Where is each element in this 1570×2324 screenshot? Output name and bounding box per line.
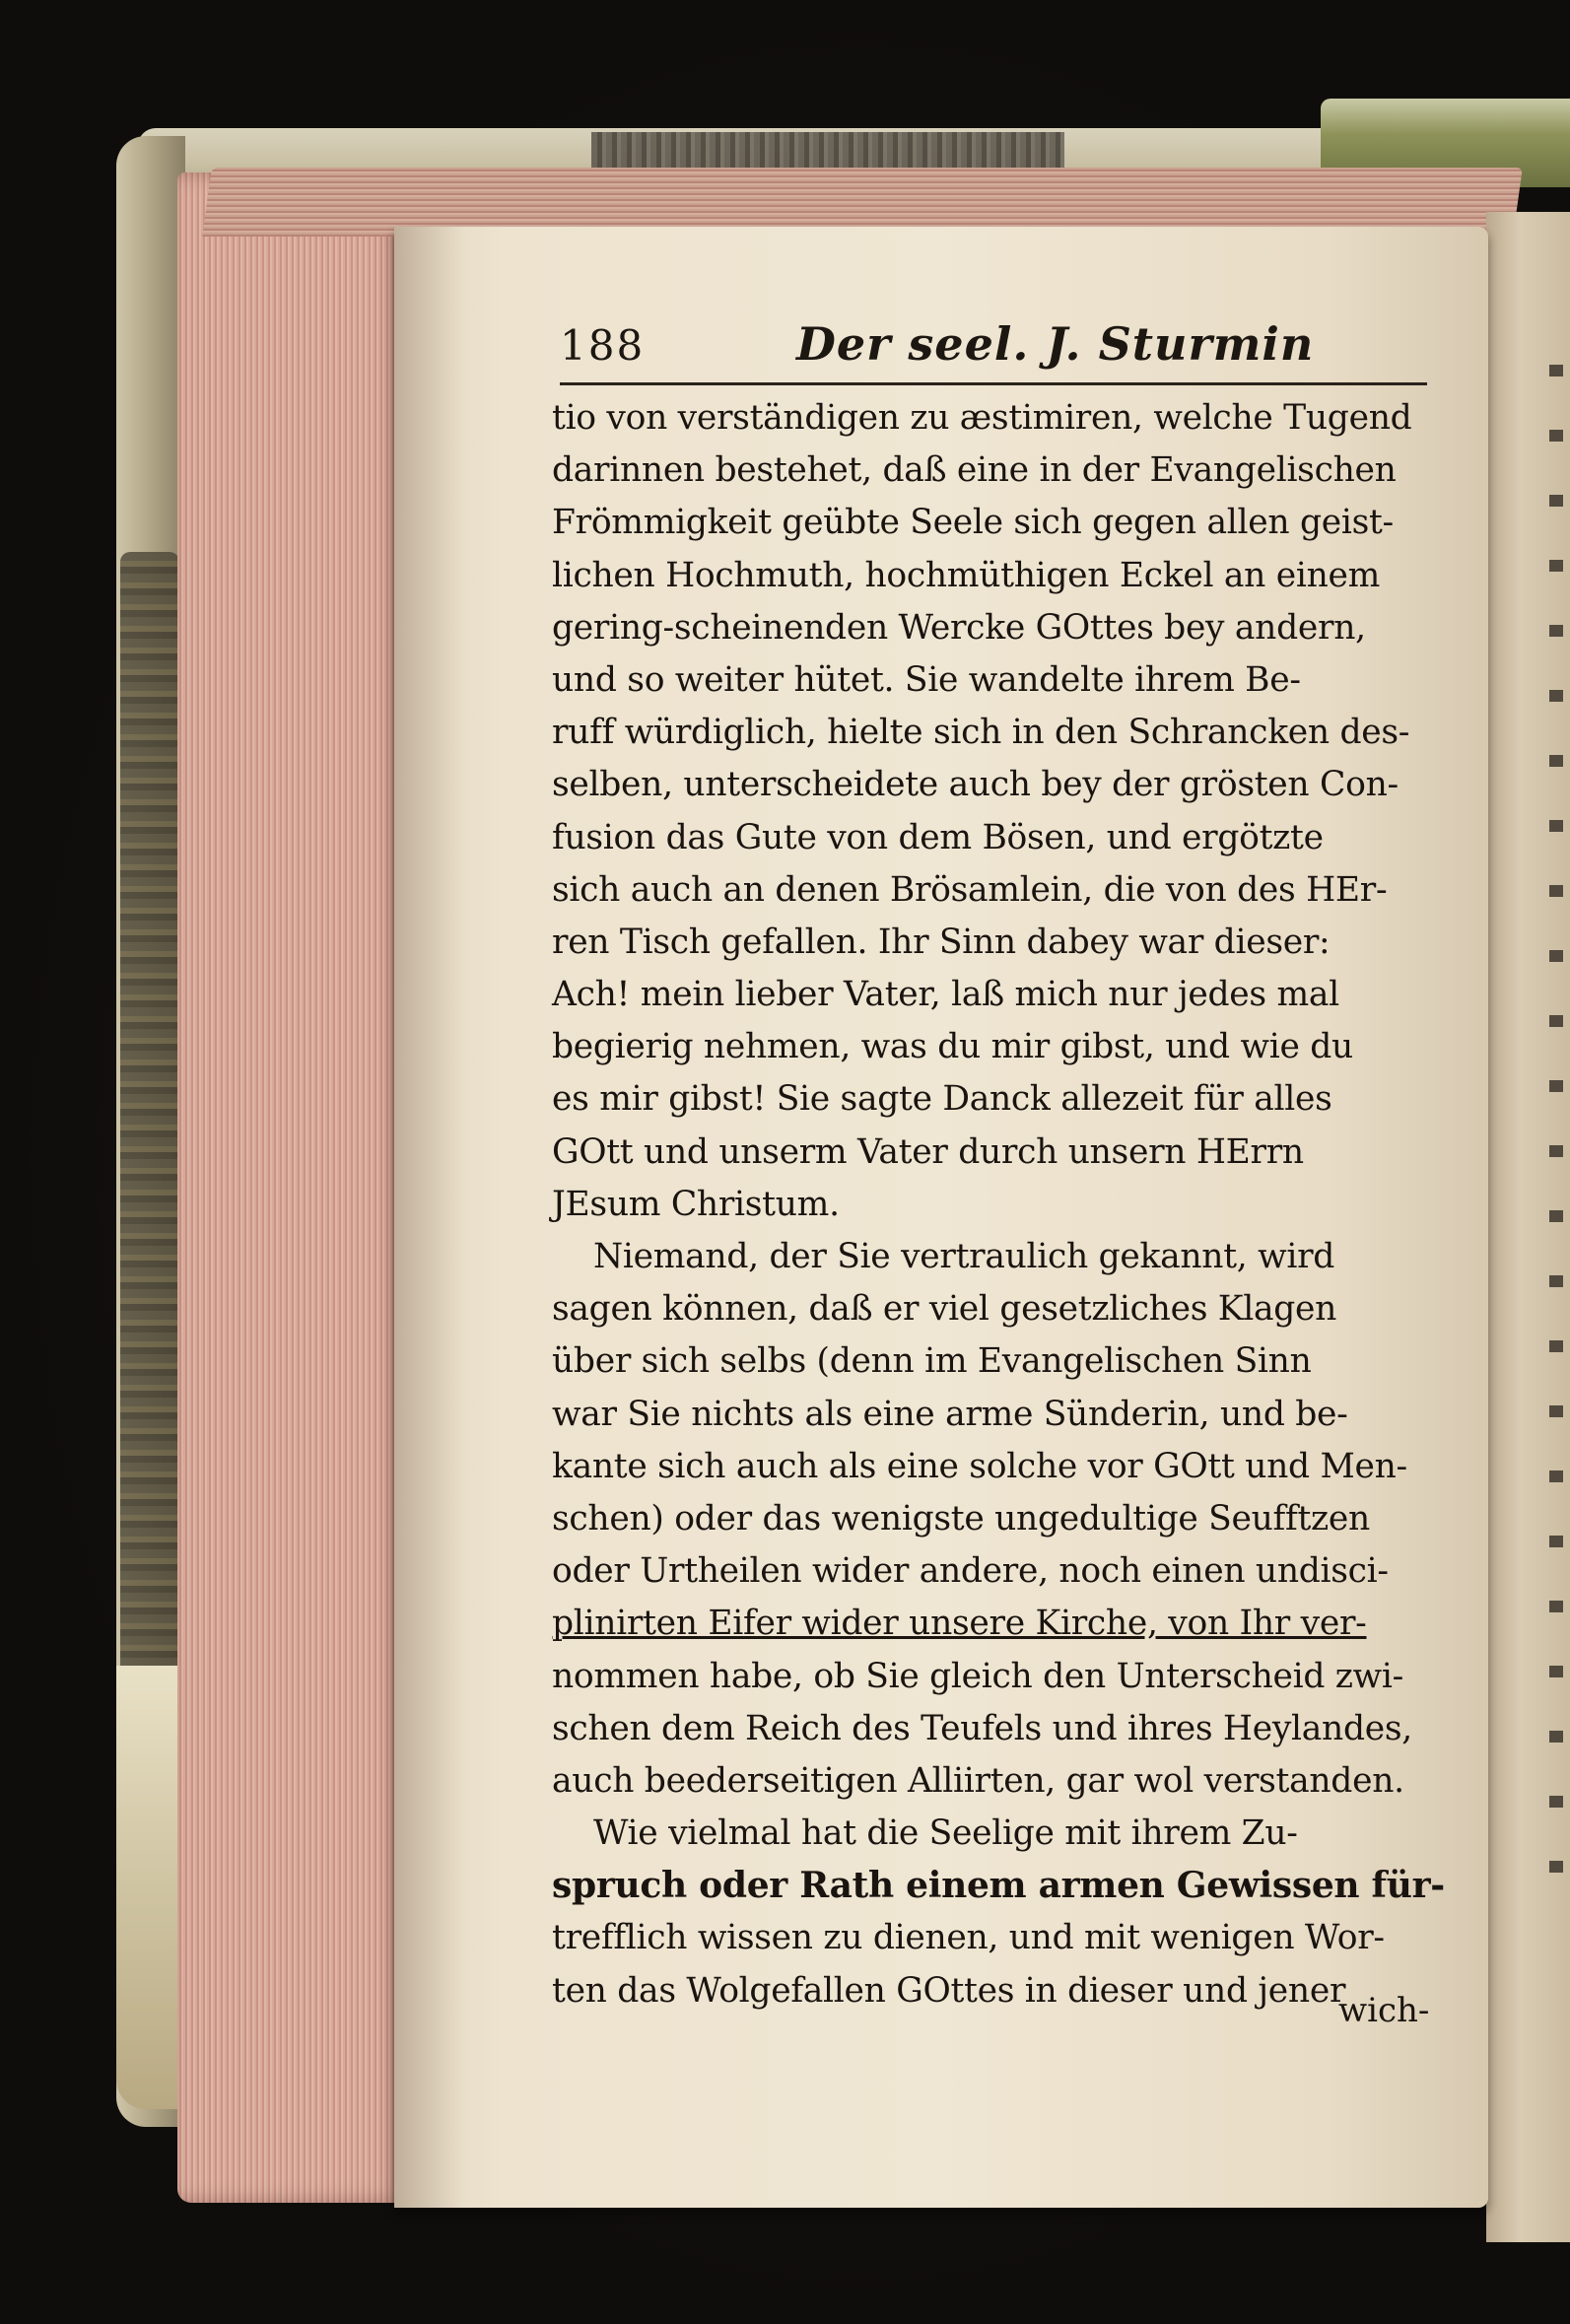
text-line: kante sich auch als eine solche vor GOtt und Men-	[552, 1446, 1407, 1486]
text-line: fusion das Gute von dem Bösen, und ergötzte	[552, 817, 1324, 857]
text-line: darinnen bestehet, daß eine in der Evangelischen	[552, 450, 1397, 491]
body-text	[552, 392, 1445, 2017]
text-line: selben, unterscheidete auch bey der grösten Con-	[552, 765, 1399, 805]
text-line: Frömmigkeit geübte Seele sich gegen allen geist-	[552, 503, 1394, 543]
text-line: oder Urtheilen wider andere, noch einen undisci-	[552, 1551, 1389, 1592]
catchword: wich-	[1338, 1991, 1430, 2030]
text-line: auch beederseitigen Alliirten, gar wol verstanden.	[552, 1760, 1404, 1801]
text-line: es mir gibst! Sie sagte Danck allezeit für alles	[552, 1079, 1332, 1120]
text-line-underlined: plinirten Eifer wider unsere Kirche, von Ihr ver-	[552, 1604, 1367, 1644]
text-line: Wie vielmal hat die Seelige mit ihrem Zu-	[593, 1813, 1298, 1854]
text-line: JEsum Christum.	[552, 1184, 840, 1224]
text-line: sagen können, daß er viel gesetzliches Klagen	[552, 1289, 1337, 1330]
text-line: über sich selbs (denn im Evangelischen Sinn	[552, 1341, 1312, 1382]
facing-page-text	[1549, 365, 1563, 1902]
text-line: begierig nehmen, was du mir gibst, und wie du	[552, 1027, 1353, 1067]
text-line: lichen Hochmuth, hochmüthigen Eckel an einem	[552, 555, 1381, 595]
text-line: ren Tisch gefallen. Ihr Sinn dabey war dieser:	[552, 922, 1331, 962]
text-line: war Sie nichts als eine arme Sünderin, und be-	[552, 1394, 1348, 1434]
cover-fray	[116, 1666, 185, 2109]
text-line: schen dem Reich des Teufels und ihres Heylandes,	[552, 1708, 1412, 1748]
text-line: spruch oder Rath einem armen Gewissen für-	[552, 1865, 1445, 1907]
text-line: tio von verständigen zu æstimiren, welche Tugend	[552, 398, 1412, 438]
text-line: nommen habe, ob Sie gleich den Unterscheid zwi-	[552, 1656, 1403, 1696]
text-line: und so weiter hütet. Sie wandelte ihrem Be-	[552, 659, 1301, 700]
text-line: sich auch an denen Brösamlein, die von des HEr-	[552, 869, 1388, 910]
header-rule	[560, 382, 1427, 385]
text-line: ten das Wolgefallen GOttes in dieser und jener	[552, 1970, 1346, 2011]
page-number: 188	[560, 321, 646, 370]
text-line: schen) oder das wenigste ungedultige Seufftzen	[552, 1498, 1370, 1538]
text-line: GOtt und unserm Vater durch unsern HErrn	[552, 1131, 1304, 1172]
cover-wear	[120, 552, 179, 1685]
text-line: Ach! mein lieber Vater, laß mich nur jedes mal	[552, 975, 1339, 1015]
text-line: trefflich wissen zu dienen, und mit wenigen Wor-	[552, 1918, 1385, 1958]
running-title: Der seel. J. Sturmin	[796, 317, 1315, 371]
text-line: ruff würdiglich, hielte sich in den Schrancken des-	[552, 713, 1410, 753]
text-line: gering-scheinenden Wercke GOttes bey andern,	[552, 607, 1366, 648]
page-edges	[177, 172, 404, 2203]
page-header	[560, 315, 1427, 375]
text-line: Niemand, der Sie vertraulich gekannt, wird	[593, 1237, 1335, 1276]
